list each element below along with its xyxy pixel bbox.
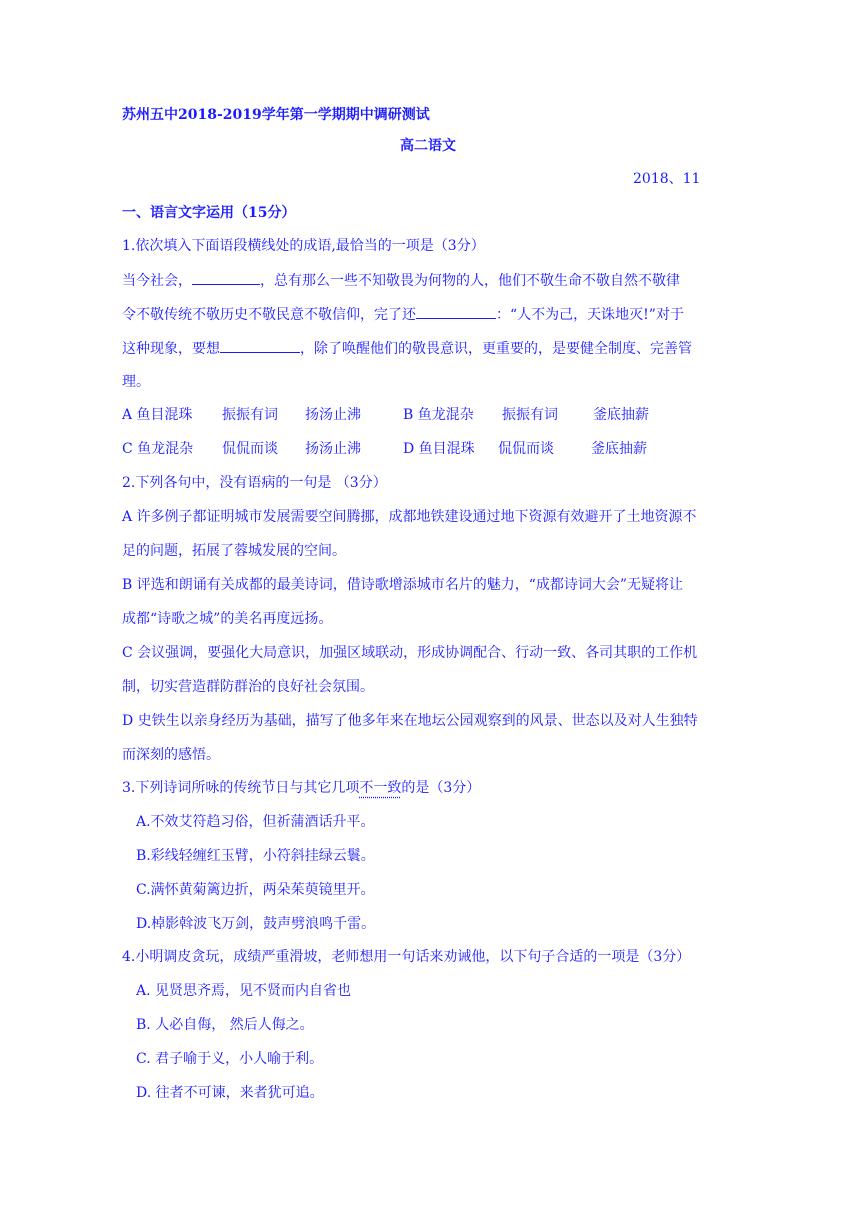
- subject-title: 高二语文: [400, 138, 456, 154]
- q1-text: ，除了唤醒他们的敬畏意识，更重要的，是要健全制度、完善管: [300, 341, 692, 357]
- q2-option-c-line1: C 会议强调，要强化大局意识，加强区域联动，形成协调配合、行动一致、各司其职的工作机: [122, 645, 698, 661]
- q3-option-b: B.彩线轻缠红玉臂，小符斜挂绿云鬟。: [136, 848, 375, 864]
- q1-passage-line3: [122, 338, 692, 359]
- q1-option-a-1: A 鱼目混珠: [122, 407, 193, 423]
- q4-stem: 4.小明调皮贪玩，成绩严重滑坡，老师想用一句话来劝诫他，以下句子合适的一项是（3分）: [122, 949, 691, 965]
- q3-text: 3.下列诗词所咏的传统节日与其它几项: [122, 780, 360, 796]
- q1-text: ，总有那么一些不知敬畏为何物的人，他们不敬生命不敬自然不敬律: [260, 273, 680, 289]
- q1-option-c-3: 扬汤止沸: [305, 441, 361, 457]
- q1-option-d-3: 釜底抽薪: [591, 441, 647, 457]
- fill-blank: [192, 270, 260, 285]
- q1-option-b-1: B 鱼龙混杂: [403, 407, 474, 423]
- q4-option-a: A. 见贤思齐焉，见不贤而内自省也: [136, 983, 352, 999]
- q1-text: 当今社会，: [122, 273, 192, 289]
- q1-option-d-1: D 鱼目混珠: [403, 441, 475, 457]
- q2-option-b-line2: 成都“诗歌之城”的美名再度远扬。: [122, 611, 333, 627]
- q2-option-b-line1: B 评选和朗诵有关成都的最美诗词，借诗歌增添城市名片的魅力，“成都诗词大会”无疑将让: [122, 577, 684, 593]
- q1-passage-line2: [122, 304, 684, 325]
- q1-option-d-2: 侃侃而谈: [498, 441, 554, 457]
- q1-text: 令不敬传统不敬历史不敬民意不敬信仰，完了还: [122, 307, 416, 323]
- q3-option-c: C.满怀黄菊篱边折，两朵茱萸镜里开。: [136, 882, 375, 898]
- q1-text: ：“人不为己，天诛地灭!”对于: [496, 307, 684, 323]
- q2-option-a-line1: A 许多例子都证明城市发展需要空间腾挪，成都地铁建设通过地下资源有效避开了土地资源不: [122, 509, 697, 525]
- emphasis-mark: 不一致: [359, 780, 402, 796]
- q1-option-a-2: 振振有词: [222, 407, 278, 423]
- fill-blank: [220, 338, 300, 353]
- school-title: 苏州五中2018-2019学年第一学期期中调研测试: [122, 107, 430, 123]
- fill-blank: [416, 304, 496, 319]
- exam-date: 2018、11: [633, 171, 701, 187]
- q2-option-d-line2: 而深刻的感悟。: [122, 747, 220, 763]
- q1-passage-line1: [122, 270, 680, 291]
- q1-option-a-3: 扬汤止沸: [305, 407, 361, 423]
- q4-option-b: B. 人必自侮， 然后人侮之。: [136, 1017, 314, 1033]
- q1-stem: 1.依次填入下面语段横线处的成语,最恰当的一项是（3分）: [122, 238, 485, 254]
- q3-stem: [122, 778, 480, 798]
- q4-option-c: C. 君子喻于义，小人喻于利。: [136, 1051, 324, 1067]
- q2-stem: 2.下列各句中，没有语病的一句是 （3分）: [122, 475, 387, 491]
- q2-option-a-line2: 足的问题，拓展了蓉城发展的空间。: [122, 543, 346, 559]
- q3-option-a: A.不效艾符趋习俗，但祈蒲酒话升平。: [136, 814, 375, 830]
- q1-option-c-2: 侃侃而谈: [222, 441, 278, 457]
- section-heading: 一、语言文字运用（15分）: [122, 205, 296, 221]
- q3-option-d: D.棹影斡波飞万剑，鼓声劈浪鸣千雷。: [136, 916, 376, 932]
- q1-option-b-3: 釜底抽薪: [593, 407, 649, 423]
- q1-option-c-1: C 鱼龙混杂: [122, 441, 194, 457]
- q2-option-c-line2: 制，切实营造群防群治的良好社会氛围。: [122, 679, 374, 695]
- q1-text: 这种现象，要想: [122, 341, 220, 357]
- q3-text: 的是（3分）: [401, 780, 481, 796]
- q1-passage-line4: 理。: [122, 374, 150, 390]
- q4-option-d: D. 往者不可谏，来者犹可追。: [136, 1085, 324, 1101]
- q1-option-b-2: 振振有词: [502, 407, 558, 423]
- q2-option-d-line1: D 史铁生以亲身经历为基础，描写了他多年来在地坛公园观察到的风景、世态以及对人生独特: [122, 713, 698, 729]
